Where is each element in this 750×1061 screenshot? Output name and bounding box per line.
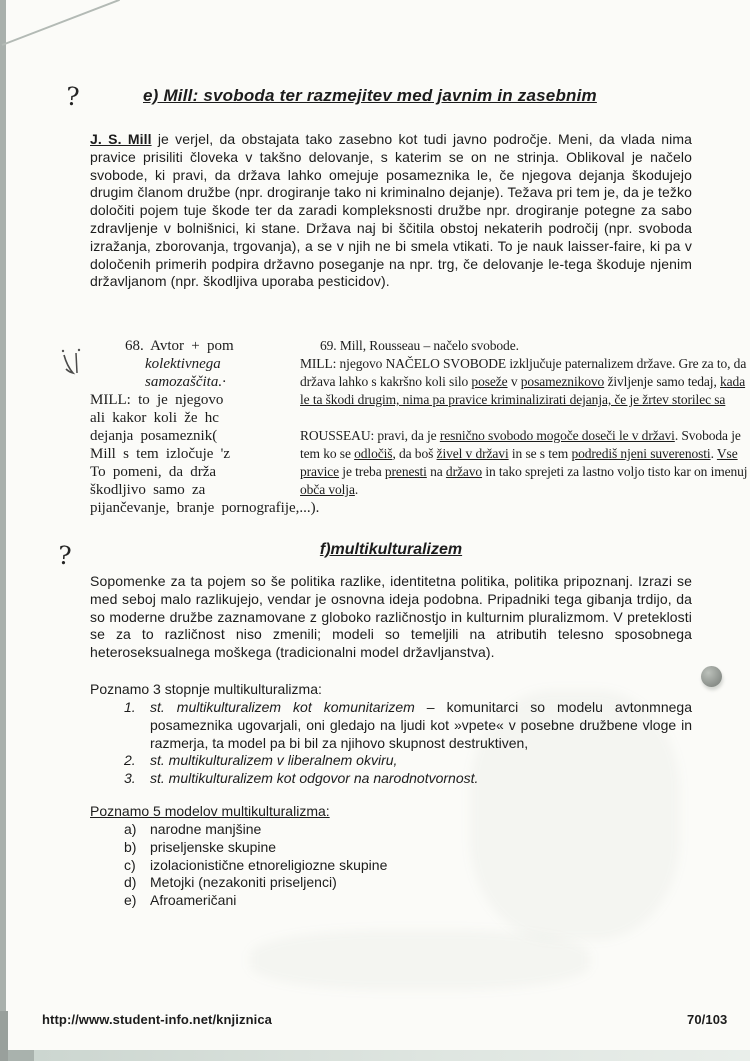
notes-right bbox=[300, 482, 750, 500]
model-label: priseljenske skupine bbox=[150, 838, 277, 855]
text-segment: in tako sprejeti za lastno voljo tisto kar on imenuj bbox=[482, 464, 748, 479]
text-segment: st. multikulturalizem kot komunitarizem bbox=[150, 699, 415, 715]
text-segment: kolektivnega bbox=[145, 356, 221, 372]
text-segment: samozaščita.· bbox=[145, 374, 226, 390]
section-e-heading: e) Mill: svoboda ter razmejitev med javnim in zasebnim bbox=[143, 86, 597, 105]
notes-row bbox=[90, 500, 750, 518]
text-segment: je treba bbox=[339, 464, 385, 479]
text-segment: tem ko se bbox=[300, 446, 355, 461]
model-marker: c) bbox=[124, 856, 136, 873]
notes-left bbox=[90, 446, 230, 463]
text-segment: Sopomenke za ta pojem so še politika razlike, identitetna politika, politika pripoznanj. Izrazi se med seboj malo razlikujejo, vendar je osnovna ideja podobna. Pripadniki tega gibanja trdijo, da so moderne družbe zaznamovane z globoko različnostjo in kulturnim pluralizmom. V preteklosti se za to različnost niso zmenili; modeli so temeljili na atributih telesno sposobnega heteroseksualnega moškega (tradicionalni model državljanstva). bbox=[90, 573, 692, 661]
model-item bbox=[124, 857, 692, 875]
model-marker: a) bbox=[124, 821, 137, 837]
text-segment: – komunitarci so modelu avtonmnega posameznika ugovarjali, oni gledajo na ljudi kot »vpete« v posebne družbene vloge in razmerja, ta model pa bi bil za njihovo skupnost destruktiven, bbox=[150, 699, 692, 751]
model-label: Afroameričani bbox=[150, 892, 237, 909]
notes-row bbox=[90, 482, 750, 500]
notes-left bbox=[90, 392, 223, 409]
text-segment: podrediš njeni suverenosti bbox=[571, 446, 711, 461]
hole-punch-mark bbox=[701, 666, 722, 687]
notes-row bbox=[90, 392, 750, 410]
text-segment: je verjel, da obstajata tako zasebno kot tudi javno področje. Meni, da vlada nima pravice prisiliti človeka v takšno delovanje, s katerim se on ne strinja. Oblikoval je načelo svobode, ki pravi, da država lahko omejuje posameznika le, če njegova dejanja škodujejo drugim članom družbe (npr. drogiranje tako ni kriminalno dejanje). Težava pri tem je, da je težko določiti pojem tuje škode ter da zaradi kompleksnosti družbe npr. drogiranje potegne za sabo zdravljenje v bolnišnici, ki stane. Država naj bi ščitila obstoj nekaterih področij (npr. svoboda izražanja, zborovanja, trgovanja), a se v njih ne bi smela vtikati. To je nauk laisser-faire, ki pa v določenih primerih podpira državno poseganje na npr. trg, če delovanje le-tega škoduje njenim državljanom (npr. škodljiva uporaba pesticidov). bbox=[90, 131, 692, 290]
text-segment: J. S. Mill bbox=[90, 131, 152, 147]
notes-row bbox=[90, 428, 750, 446]
text-segment: To pomeni, da drža bbox=[90, 464, 217, 480]
scan-bottom-left-corner bbox=[0, 1011, 8, 1061]
text-segment: . Svoboda je bbox=[674, 428, 741, 443]
text-segment: ROUSSEAU: pravi, da je bbox=[300, 428, 440, 443]
stage-item bbox=[124, 752, 692, 770]
stage-text bbox=[150, 752, 692, 770]
notes-left bbox=[90, 356, 221, 373]
question-mark-annotation: ? bbox=[65, 81, 81, 112]
stage-item bbox=[124, 699, 692, 752]
model-label: narodne manjšine bbox=[150, 821, 262, 837]
text-segment: odločiš bbox=[354, 446, 393, 461]
text-segment: . bbox=[354, 482, 359, 497]
text-segment: živel v državi bbox=[436, 446, 509, 461]
scan-bottom-edge bbox=[0, 1050, 750, 1061]
text-segment: MILL: to je njegovo bbox=[90, 392, 224, 408]
text-segment: prenesti bbox=[384, 464, 427, 479]
notes-left bbox=[90, 482, 205, 499]
notes-right bbox=[300, 356, 750, 374]
text-segment: le ta škodi drugim, nima pa pravice kriminalizirati dejanja, če je žrtev storilec sa bbox=[300, 392, 726, 407]
notes-left bbox=[90, 428, 217, 445]
notes-row bbox=[90, 446, 750, 464]
notes-row bbox=[90, 356, 750, 374]
scan-corner-diagonal bbox=[2, 0, 120, 46]
model-marker: b) bbox=[124, 838, 137, 855]
scan-smudge bbox=[250, 930, 590, 990]
text-segment: resnično svobodo mogoče doseči le v državi bbox=[439, 428, 675, 443]
notes-left bbox=[90, 410, 219, 427]
notes-row bbox=[90, 338, 750, 356]
text-segment: MILL: njegovo NAČELO SVOBODE izključuje paternalizem države. Gre za to, da bbox=[300, 356, 747, 371]
notes-right bbox=[300, 392, 750, 410]
text-segment: Vse bbox=[716, 446, 738, 461]
text-segment: državo bbox=[445, 464, 483, 479]
text-segment: v bbox=[507, 374, 521, 389]
section-f-paragraph bbox=[90, 573, 692, 662]
notes-block-68-69 bbox=[90, 338, 750, 520]
text-segment: pijančevanje, branje pornografije,...). bbox=[90, 500, 320, 516]
model-label: Metojki (nezakoniti priseljenci) bbox=[150, 874, 337, 891]
model-item bbox=[124, 839, 692, 857]
notes-right bbox=[300, 428, 750, 446]
footer-page-number: 70/103 bbox=[687, 1012, 728, 1027]
section-e-paragraph bbox=[90, 131, 692, 291]
model-label: izolacionistične etnoreligiozne skupine bbox=[150, 856, 388, 873]
text-segment: obča volja bbox=[300, 482, 355, 497]
model-marker: e) bbox=[124, 892, 137, 909]
notes-left bbox=[90, 374, 226, 391]
notes-left bbox=[90, 464, 216, 481]
question-mark-annotation: ? bbox=[57, 540, 73, 571]
stage-item bbox=[124, 770, 692, 788]
text-segment: in se s tem bbox=[508, 446, 572, 461]
models-heading: Poznamo 5 modelov multikulturalizma: bbox=[90, 803, 330, 819]
notes-row bbox=[90, 374, 750, 392]
text-segment: , da boš bbox=[392, 446, 437, 461]
stage-text bbox=[150, 770, 692, 788]
stage-marker: 3. bbox=[124, 770, 136, 787]
model-item bbox=[124, 892, 692, 910]
tick-scribble-annotation bbox=[57, 346, 87, 380]
model-item bbox=[124, 821, 692, 839]
text-segment: st. multikulturalizem kot odgovor na narodnotvornost. bbox=[150, 770, 479, 787]
text-segment: ali kakor koli že hc bbox=[90, 410, 219, 426]
notes-left bbox=[90, 500, 319, 517]
text-segment: posameznikovo bbox=[520, 374, 605, 389]
text-segment: pravice bbox=[300, 464, 340, 479]
section-f-heading: f)multikulturalizem bbox=[319, 541, 463, 558]
models-list bbox=[124, 821, 692, 910]
stages-list bbox=[124, 699, 692, 788]
notes-row bbox=[90, 410, 750, 428]
text-segment: 69. Mill, Rousseau – načelo svobode. bbox=[320, 338, 519, 353]
stages-intro: Poznamo 3 stopnje multikulturalizma: bbox=[90, 681, 322, 697]
stage-marker: 2. bbox=[124, 752, 136, 769]
scan-left-edge bbox=[0, 0, 6, 1061]
text-segment: poseže bbox=[471, 374, 508, 389]
model-item bbox=[124, 874, 692, 892]
notes-right bbox=[300, 338, 750, 356]
text-segment: dejanja posameznik( bbox=[90, 428, 218, 444]
notes-row bbox=[90, 464, 750, 482]
text-segment: življenje samo tedaj, bbox=[604, 374, 720, 389]
stage-text bbox=[150, 699, 692, 752]
text-segment: škodljivo samo za bbox=[90, 482, 206, 498]
notes-right bbox=[300, 446, 750, 464]
text-segment: . bbox=[710, 446, 717, 461]
footer-url: http://www.student-info.net/knjiznica bbox=[42, 1012, 272, 1027]
notes-right bbox=[300, 500, 750, 518]
text-segment: Mill s tem izločuje 'z bbox=[90, 446, 231, 462]
text-segment: na bbox=[426, 464, 446, 479]
text-segment: država lahko s kakršno koli silo bbox=[300, 374, 472, 389]
notes-right bbox=[300, 410, 750, 428]
notes-left bbox=[90, 338, 234, 355]
model-marker: d) bbox=[124, 874, 137, 891]
notes-right bbox=[300, 374, 750, 392]
text-segment: st. multikulturalizem v liberalnem okviru, bbox=[150, 752, 398, 769]
stage-marker: 1. bbox=[124, 699, 136, 715]
text-segment: 68. Avtor + pom bbox=[125, 338, 234, 354]
notes-right bbox=[300, 464, 750, 482]
text-segment: kada bbox=[720, 374, 746, 389]
